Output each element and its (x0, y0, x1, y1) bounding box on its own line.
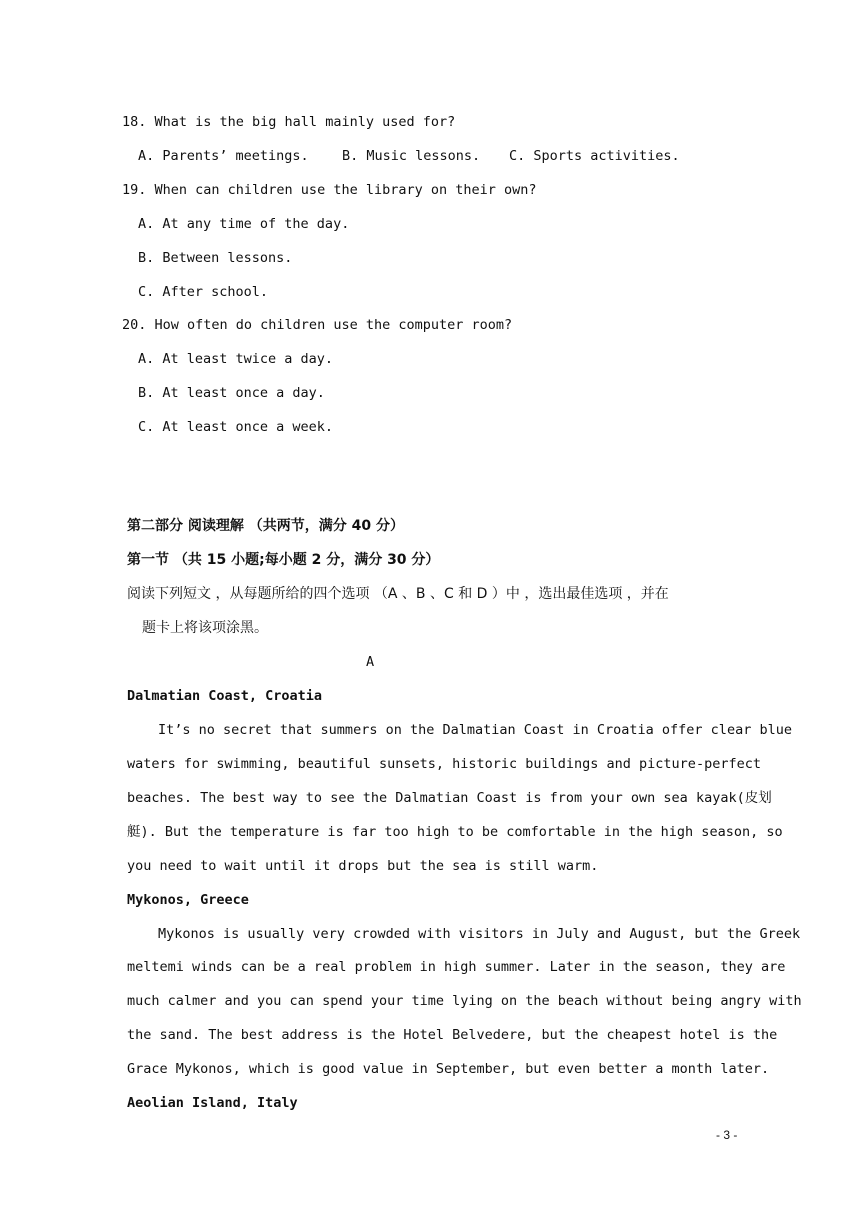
q20-option-a: A. At least twice a day. (138, 351, 334, 367)
q20-option-b: B. At least once a day. (138, 385, 325, 401)
paragraph-line: much calmer and you can spend your time lying on the beach without being angry with (127, 993, 802, 1009)
q18-option-b: B. Music lessons. (342, 148, 481, 164)
q18-option-a: A. Parents’ meetings. (138, 148, 309, 164)
paragraph-line: meltemi winds can be a real problem in high summer. Later in the season, they are (127, 959, 786, 975)
paragraph-line: beaches. The best way to see the Dalmatian Coast is from your own sea kayak(皮划 (127, 790, 772, 806)
paragraph-line: Grace Mykonos, which is good value in September, but even better a month later. (127, 1061, 770, 1077)
q20-option-c: C. At least once a week. (138, 419, 334, 435)
instruction-line-1: 阅读下列短文 ，从每题所给的四个选项 （A 、B 、C 和 D ）中 ，选出最佳选项 ，并在 (127, 586, 669, 602)
q19-option-a: A. At any time of the day. (138, 216, 350, 232)
q18-option-c: C. Sports activities. (509, 148, 680, 164)
paragraph-line: you need to wait until it drops but the sea is still warm. (127, 858, 599, 874)
paragraph-line: waters for swimming, beautiful sunsets, historic buildings and picture-perfect (127, 756, 761, 772)
section-heading-mykonos: Mykonos, Greece (127, 892, 249, 908)
paragraph-line: the sand. The best address is the Hotel Belvedere, but the cheapest hotel is the (127, 1027, 778, 1043)
paragraph-line: 艇). But the temperature is far too high to be comfortable in the high season, so (127, 824, 783, 840)
question-19: 19. When can children use the library on their own? (122, 182, 537, 198)
page-number: - 3 - (716, 1128, 738, 1142)
section-heading-aeolian: Aeolian Island, Italy (127, 1095, 298, 1111)
paragraph-line: Mykonos is usually very crowded with visitors in July and August, but the Greek (158, 926, 801, 942)
question-18: 18. What is the big hall mainly used for? (122, 114, 456, 130)
question-20: 20. How often do children use the computer room? (122, 317, 513, 333)
instruction-line-2: 题卡上将该项涂黑。 (142, 620, 268, 636)
paragraph-line: It’s no secret that summers on the Dalmatian Coast in Croatia offer clear blue (158, 722, 792, 738)
section-heading-dalmatian: Dalmatian Coast, Croatia (127, 688, 323, 704)
part-title: 第二部分 阅读理解 （共两节，满分 40 分） (127, 518, 404, 534)
q19-option-b: B. Between lessons. (138, 250, 293, 266)
passage-letter: A (366, 654, 375, 670)
section-title: 第一节 （共 15 小题;每小题 2 分，满分 30 分） (127, 552, 440, 568)
q19-option-c: C. After school. (138, 284, 269, 300)
